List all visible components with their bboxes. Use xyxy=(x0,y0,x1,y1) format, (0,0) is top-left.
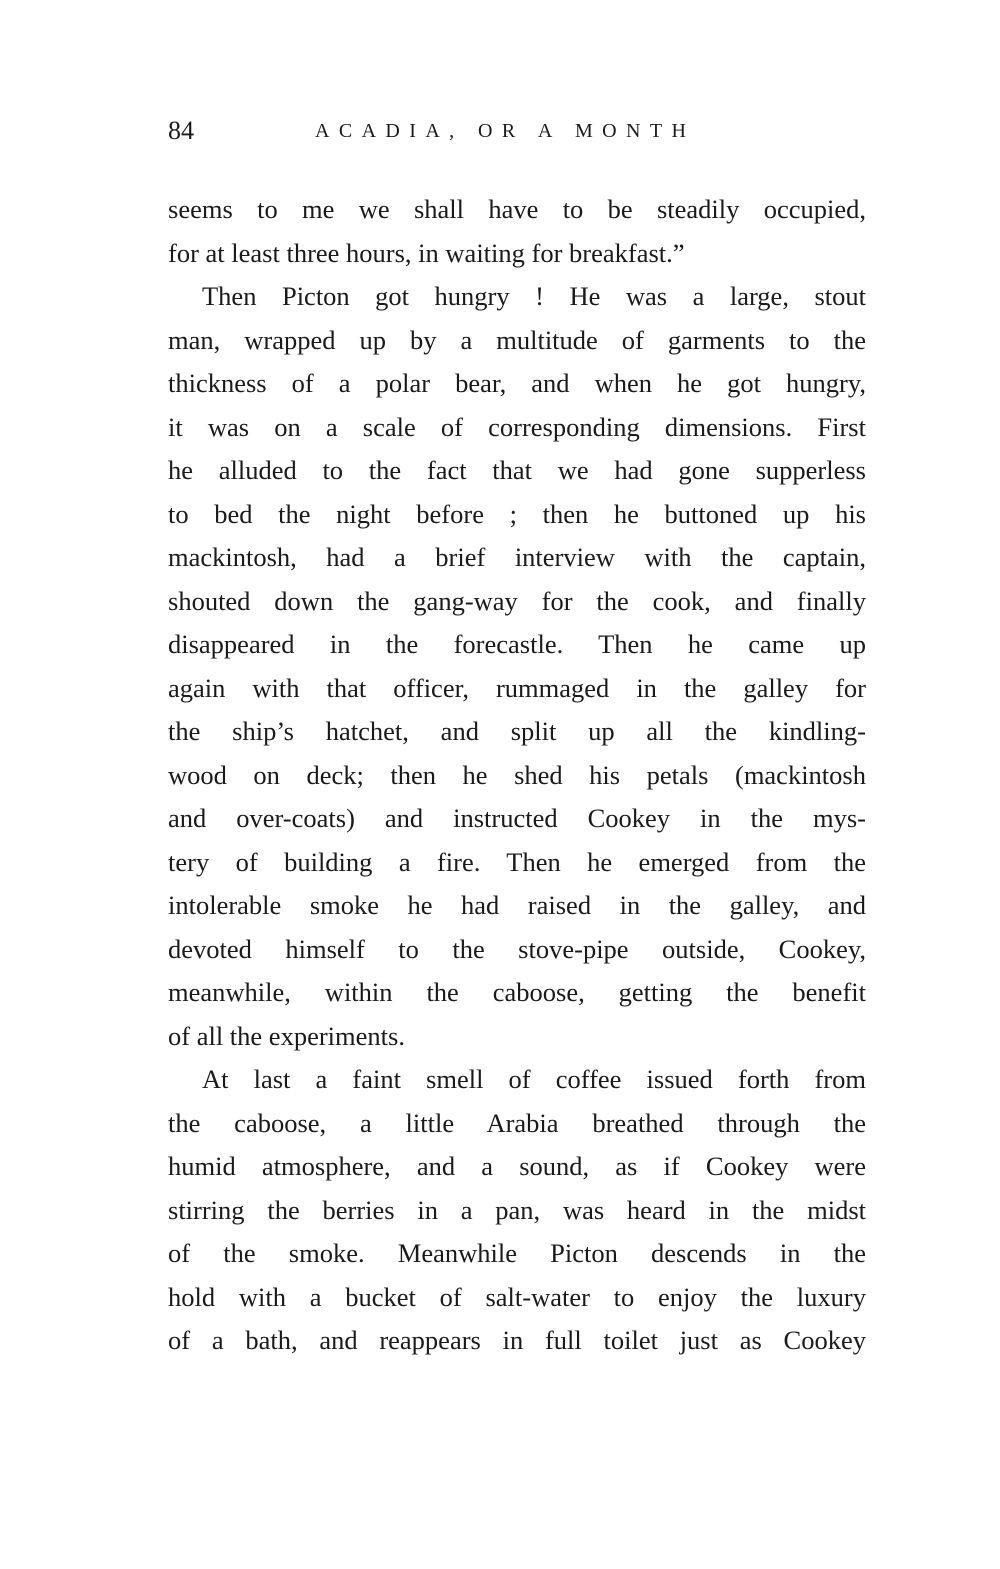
page-header xyxy=(168,116,868,156)
text-line: mackintosh, had a brief interview with the captain, xyxy=(168,542,866,572)
text-line: hold with a bucket of salt-water to enjoy the luxury xyxy=(168,1281,866,1312)
running-title: ACADIA, OR A MONTH xyxy=(315,120,696,142)
text-line: again with that officer, rummaged in the galley for xyxy=(168,672,866,703)
text-line: the ship’s hatchet, and split up all the kindling- xyxy=(168,716,866,746)
text-line: Then Picton got hungry ! He was a large, stout xyxy=(202,281,866,311)
text-line: disappeared in the forecastle. Then he came up xyxy=(168,629,866,659)
text-line: of the smoke. Meanwhile Picton descends in the xyxy=(168,1238,866,1268)
text-line: man, wrapped up by a multitude of garments to the xyxy=(168,324,866,355)
text-line: wood on deck; then he shed his petals (mackintosh xyxy=(168,759,866,790)
text-line: it was on a scale of corresponding dimensions. First xyxy=(168,411,866,442)
text-line: stirring the berries in a pan, was heard in the midst xyxy=(168,1194,866,1225)
text-line: seems to me we shall have to be steadily occupied, xyxy=(168,194,866,224)
text-line: meanwhile, within the caboose, getting the benefit xyxy=(168,977,866,1007)
text-line: intolerable smoke he had raised in the galley, and xyxy=(168,890,866,920)
text-line: he alluded to the fact that we had gone supperless xyxy=(168,455,866,485)
text-line: devoted himself to the stove-pipe outside, Cookey, xyxy=(168,933,866,964)
text-line: At last a faint smell of coffee issued forth from xyxy=(202,1064,866,1094)
text-line: humid atmosphere, and a sound, as if Cookey were xyxy=(168,1151,866,1181)
body-text xyxy=(168,188,866,1363)
text-line: of a bath, and reappears in full toilet just as Cookey xyxy=(168,1325,866,1355)
text-line: to bed the night before ; then he buttoned up his xyxy=(168,498,866,529)
page-number: 84 xyxy=(168,116,194,145)
text-line: the caboose, a little Arabia breathed through the xyxy=(168,1107,866,1138)
text-line: shouted down the gang-way for the cook, and finally xyxy=(168,585,866,616)
text-line: for at least three hours, in waiting for breakfast.” xyxy=(168,237,685,268)
text-line: tery of building a fire. Then he emerged from the xyxy=(168,846,866,877)
text-line: thickness of a polar bear, and when he got hungry, xyxy=(168,368,866,398)
text-line: of all the experiments. xyxy=(168,1020,405,1051)
text-line: and over-coats) and instructed Cookey in the mys- xyxy=(168,803,866,833)
